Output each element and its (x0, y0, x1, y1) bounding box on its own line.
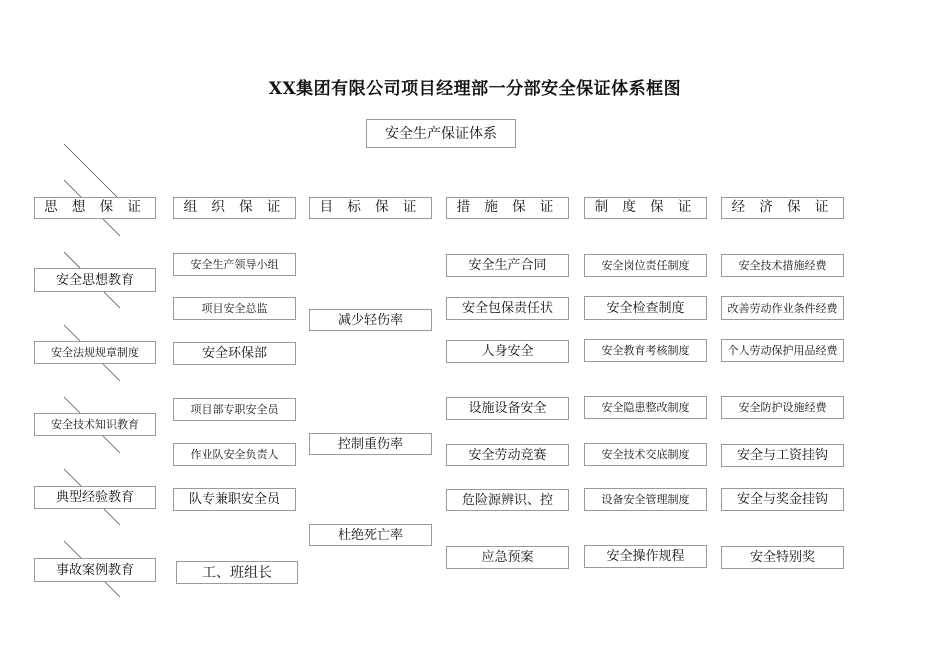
header-target: 目 标 保 证 (309, 197, 432, 219)
ideology-item: 典型经验教育 (34, 486, 156, 509)
target-item: 减少轻伤率 (309, 309, 432, 331)
measures-item: 危险源辨识、控 (446, 489, 569, 511)
header-organization: 组 织 保 证 (173, 197, 296, 219)
target-item: 杜绝死亡率 (309, 524, 432, 546)
ideology-item: 安全技术知识教育 (34, 413, 156, 436)
diagram-title: XX集团有限公司项目经理部一分部安全保证体系框图 (268, 79, 682, 99)
organization-item: 队专兼职安全员 (173, 488, 296, 511)
header-system: 制 度 保 证 (584, 197, 707, 219)
measures-item: 安全劳动竞赛 (446, 444, 569, 466)
economic-item: 改善劳动作业条件经费 (721, 296, 844, 320)
system-item: 设备安全管理制度 (584, 488, 707, 511)
organization-item: 作业队安全负责人 (173, 443, 296, 466)
economic-item: 安全防护设施经费 (721, 396, 844, 419)
organization-item: 安全生产领导小组 (173, 253, 296, 276)
target-item: 控制重伤率 (309, 433, 432, 455)
organization-item: 项目部专职安全员 (173, 398, 296, 421)
economic-item: 安全与奖金挂钩 (721, 488, 844, 511)
ideology-item: 事故案例教育 (34, 558, 156, 582)
system-item: 安全岗位责任制度 (584, 254, 707, 277)
system-item: 安全检查制度 (584, 296, 707, 320)
system-item: 安全教育考核制度 (584, 339, 707, 362)
economic-item: 安全与工资挂钩 (721, 444, 844, 467)
measures-item: 设施设备安全 (446, 397, 569, 420)
system-item: 安全操作规程 (584, 545, 707, 568)
measures-item: 应急预案 (446, 546, 569, 569)
organization-item: 工、班组长 (176, 561, 298, 584)
header-measures: 措 施 保 证 (446, 197, 569, 219)
ideology-item: 安全思想教育 (34, 268, 156, 292)
economic-item: 个人劳动保护用品经费 (721, 339, 844, 362)
economic-item: 安全技术措施经费 (721, 254, 844, 277)
measures-item: 安全生产合同 (446, 254, 569, 277)
measures-item: 人身安全 (446, 340, 569, 363)
measures-item: 安全包保责任状 (446, 297, 569, 320)
system-item: 安全隐患整改制度 (584, 396, 707, 419)
organization-item: 项目安全总监 (173, 297, 296, 320)
economic-item: 安全特别奖 (721, 546, 844, 569)
system-item: 安全技术交底制度 (584, 443, 707, 466)
root-box: 安全生产保证体系 (366, 119, 516, 148)
header-economic: 经 济 保 证 (721, 197, 844, 219)
header-ideology: 思 想 保 证 (34, 197, 156, 219)
ideology-item: 安全法规规章制度 (34, 341, 156, 364)
organization-item: 安全环保部 (173, 342, 296, 365)
